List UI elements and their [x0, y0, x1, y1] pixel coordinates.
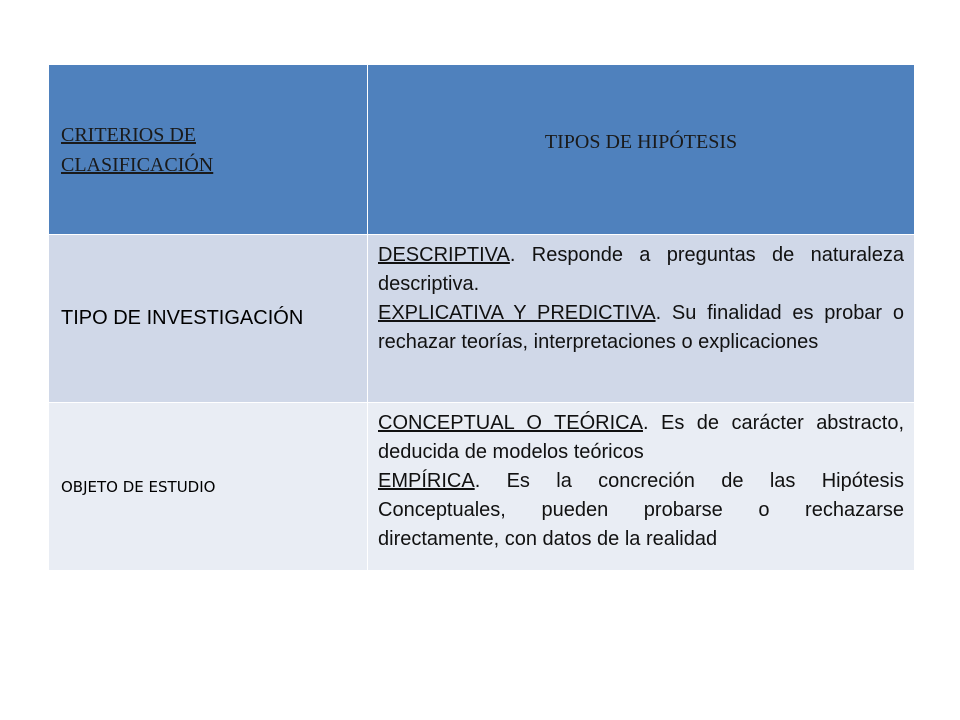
header-criteria-line2: CLASIFICACIÓN	[61, 153, 214, 176]
type-item	[378, 409, 904, 467]
type-item	[378, 241, 904, 299]
type-item	[378, 299, 904, 357]
type-description: . Es la concreción de las Hipótesis Conceptuales, pueden probarse o rechazarse directamente, con datos de la realidad	[378, 470, 904, 550]
type-description: . Su finalidad es probar o rechazar teorías, interpretaciones o explicaciones	[378, 302, 904, 353]
type-term: EMPÍRICA	[378, 470, 475, 492]
types-cell	[368, 403, 915, 571]
criterion-cell: TIPO DE INVESTIGACIÓN	[49, 235, 368, 403]
type-description: . Responde a preguntas de naturaleza descriptiva.	[378, 244, 904, 295]
type-description: . Es de carácter abstracto, deducida de modelos teóricos	[378, 412, 905, 463]
type-term: EXPLICATIVA Y PREDICTIVA	[378, 302, 656, 324]
type-term: CONCEPTUAL O TEÓRICA	[378, 412, 643, 434]
header-criteria-line1: CRITERIOS DE	[61, 123, 196, 146]
types-cell	[368, 235, 915, 403]
header-criteria-cell	[49, 65, 368, 235]
type-term: DESCRIPTIVA	[378, 244, 510, 266]
type-item	[378, 467, 904, 554]
header-types-cell: TIPOS DE HIPÓTESIS	[368, 65, 915, 235]
table-row	[49, 403, 915, 571]
header-row	[49, 65, 915, 235]
hypothesis-types-table	[48, 64, 915, 571]
table-row	[49, 235, 915, 403]
criterion-cell: OBJETO DE ESTUDIO	[49, 403, 368, 571]
